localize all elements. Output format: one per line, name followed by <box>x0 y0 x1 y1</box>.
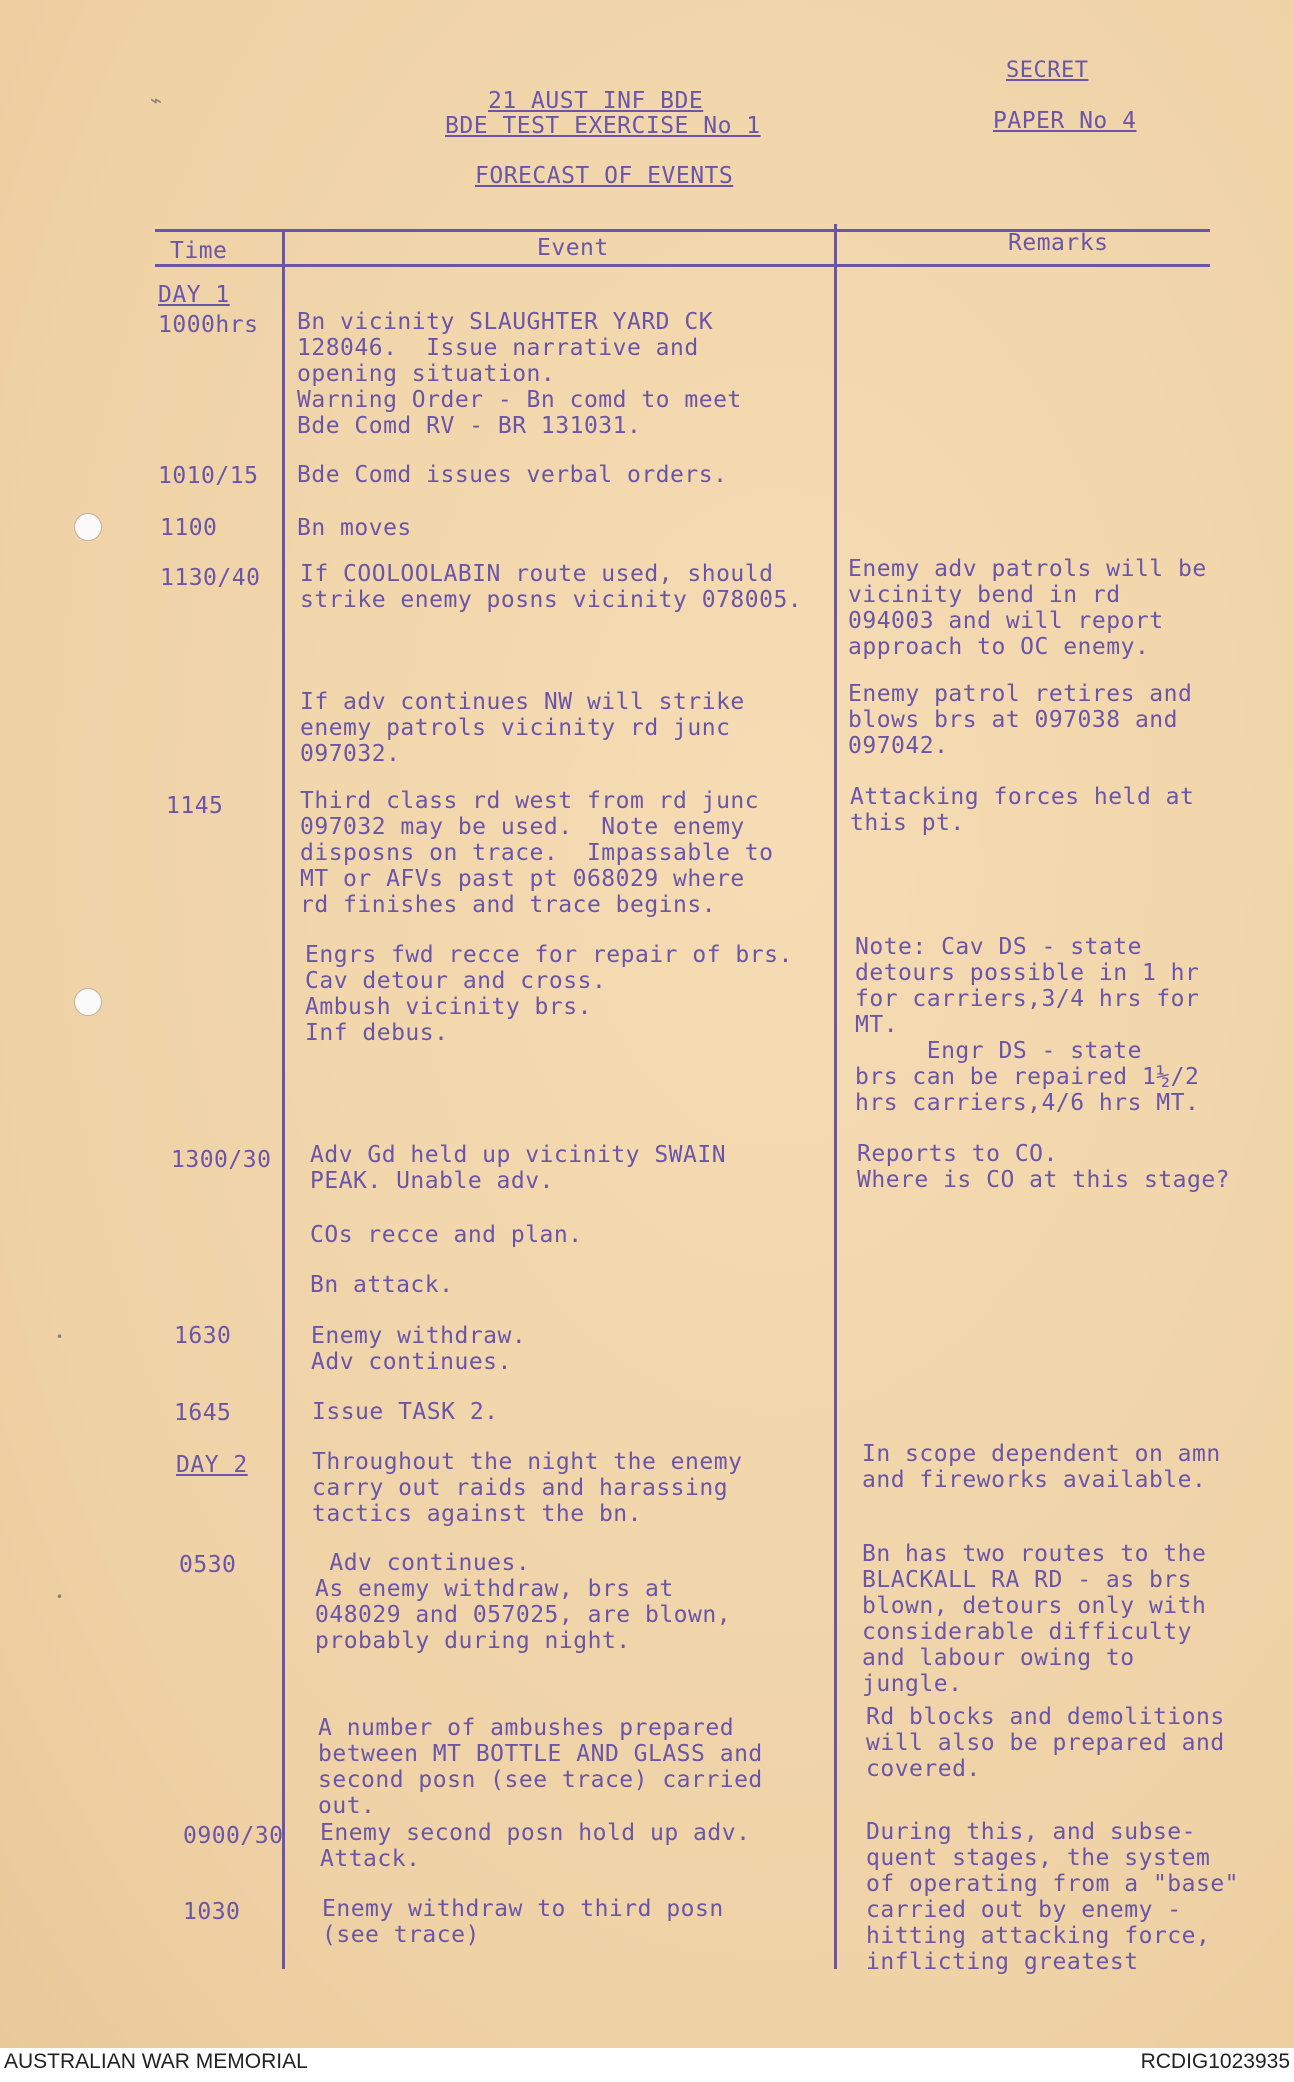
event-cell: If COOLOOLABIN route used, should strike enemy posns vicinity 078005. <box>300 561 803 613</box>
event-cell: Enemy second posn hold up adv. Attack. <box>320 1820 751 1872</box>
time-cell: 1130/40 <box>160 565 261 591</box>
event-cell: Throughout the night the enemy carry out raids and harassing tactics against the bn. <box>312 1449 743 1527</box>
time-cell: 1030 <box>183 1899 241 1925</box>
event-cell: If adv continues NW will strike enemy patrols vicinity rd junc 097032. <box>300 689 745 767</box>
remarks-cell: Note: Cav DS - state detours possible in 1 hr for carriers,3/4 hrs for MT. Engr DS - state brs can be repaired 1½/2 hrs carriers,4/6 hrs MT. <box>855 934 1200 1116</box>
time-cell: 1300/30 <box>171 1147 272 1173</box>
remarks-cell: Rd blocks and demolitions will also be prepared and covered. <box>866 1704 1225 1782</box>
column-divider-1 <box>282 229 285 1969</box>
unit-name: 21 AUST INF BDE <box>488 88 704 114</box>
time-cell: DAY 2 <box>176 1452 248 1478</box>
table-header-rule <box>155 264 1210 267</box>
column-header-event: Event <box>537 235 609 261</box>
event-cell: Adv continues. As enemy withdraw, brs at 048029 and 057025, are blown, probably during night. <box>315 1550 732 1654</box>
event-cell: Engrs fwd recce for repair of brs. Cav detour and cross. Ambush vicinity brs. Inf debus. <box>305 942 793 1046</box>
time-cell: DAY 1 <box>158 282 230 308</box>
footer-archive-name: AUSTRALIAN WAR MEMORIAL <box>4 2050 308 2073</box>
stray-mark: • <box>56 1330 64 1344</box>
column-header-remarks: Remarks <box>1008 230 1109 256</box>
event-cell: Bn vicinity SLAUGHTER YARD CK 128046. Issue narrative and opening situation. Warning Order - Bn comd to meet Bde Comd RV - BR 131031. <box>297 309 742 439</box>
time-cell: 1630 <box>174 1323 232 1349</box>
classification-label: SECRET <box>1006 58 1089 83</box>
time-cell: 1010/15 <box>158 463 259 489</box>
time-cell: 1100 <box>160 515 218 541</box>
time-cell: 1000hrs <box>158 312 259 338</box>
column-divider-2 <box>834 224 837 1969</box>
remarks-cell: Enemy patrol retires and blows brs at 097038 and 097042. <box>848 681 1193 759</box>
footer-record-id: RCDIG1023935 <box>1140 2050 1290 2073</box>
exercise-name: BDE TEST EXERCISE No 1 <box>445 113 761 139</box>
event-cell: COs recce and plan. <box>310 1222 583 1248</box>
paper-number: PAPER No 4 <box>993 108 1137 134</box>
time-cell: 0900/30 <box>183 1823 284 1849</box>
stray-mark: • <box>56 1590 64 1604</box>
time-cell: 0530 <box>179 1552 237 1578</box>
event-cell: Third class rd west from rd junc 097032 may be used. Note enemy disposns on trace. Impassable to MT or AFVs past pt 068029 where rd finishes and trace begins. <box>300 788 774 918</box>
event-cell: Enemy withdraw. Adv continues. <box>311 1323 527 1375</box>
remarks-cell: Attacking forces held at this pt. <box>850 784 1195 836</box>
event-cell: Issue TASK 2. <box>312 1399 499 1425</box>
event-cell: Enemy withdraw to third posn (see trace) <box>322 1896 724 1948</box>
time-cell: 1645 <box>174 1400 232 1426</box>
column-header-time: Time <box>170 238 228 264</box>
event-cell: A number of ambushes prepared between MT BOTTLE AND GLASS and second posn (see trace) carried out. <box>318 1715 763 1819</box>
event-cell: Bde Comd issues verbal orders. <box>297 462 728 488</box>
pin-mark: ⌁ <box>150 88 163 112</box>
event-cell: Bn moves <box>297 515 412 541</box>
punch-hole <box>74 513 102 541</box>
remarks-cell: Bn has two routes to the BLACKALL RA RD - as brs blown, detours only with considerable difficulty and labour owing to jungle. <box>862 1541 1207 1697</box>
time-cell: 1145 <box>166 793 224 819</box>
document-title: FORECAST OF EVENTS <box>475 163 734 189</box>
remarks-cell: Reports to CO. Where is CO at this stage? <box>857 1141 1231 1193</box>
punch-hole <box>74 988 102 1016</box>
event-cell: Adv Gd held up vicinity SWAIN PEAK. Unable adv. <box>310 1142 727 1194</box>
event-cell: Bn attack. <box>310 1272 454 1298</box>
remarks-cell: During this, and subse- quent stages, the system of operating from a "base" carried out by enemy - hitting attacking force, inflicting greatest <box>866 1819 1240 1975</box>
remarks-cell: Enemy adv patrols will be vicinity bend in rd 094003 and will report approach to OC enemy. <box>848 556 1207 660</box>
remarks-cell: In scope dependent on amn and fireworks available. <box>862 1441 1221 1493</box>
